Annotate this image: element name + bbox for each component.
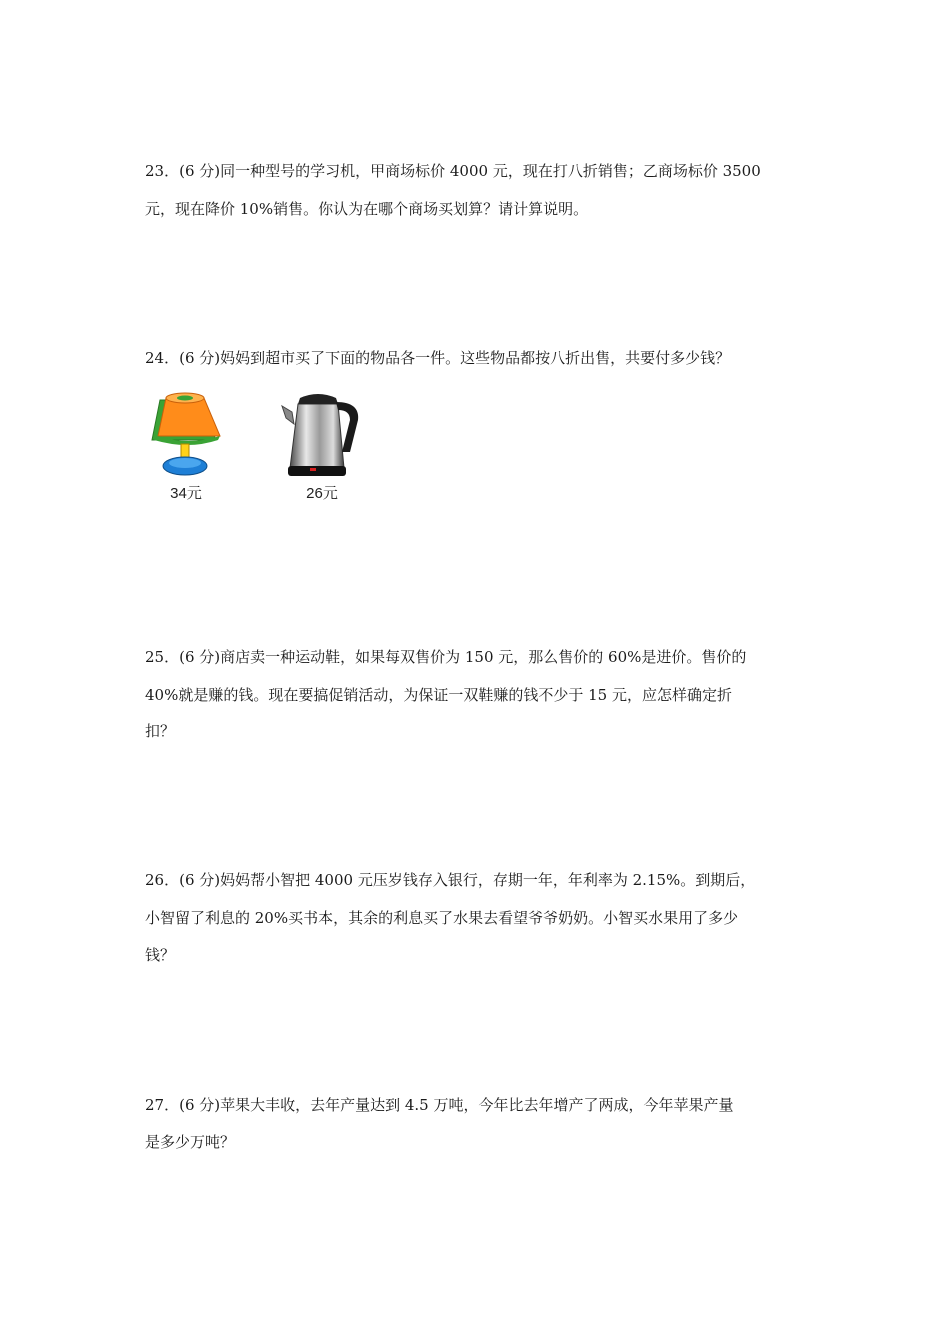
question-23-line-1: 23．(6 分)同一种型号的学习机，甲商场标价 4000 元，现在打八折销售；乙商场标价 3500 bbox=[145, 162, 761, 180]
lamp-icon bbox=[148, 388, 224, 480]
question-24-line-1: 24．(6 分)妈妈到超市买了下面的物品各一件。这些物品都按八折出售，共要付多少钱？ bbox=[145, 349, 731, 367]
question-27-line-1: 27．(6 分)苹果大丰收，去年产量达到 4.5 万吨，今年比去年增产了两成，今年苹果产量 bbox=[145, 1096, 734, 1114]
question-26-line-3: 钱？ bbox=[145, 946, 176, 964]
kettle-icon bbox=[280, 390, 364, 480]
lamp-price: 34元 bbox=[170, 485, 202, 502]
lamp-figure bbox=[148, 388, 224, 503]
question-23-line-2: 元，现在降价 10%销售。你认为在哪个商场买划算？请计算说明。 bbox=[145, 200, 589, 218]
question-27-line-2: 是多少万吨？ bbox=[145, 1133, 236, 1151]
kettle-figure bbox=[280, 390, 364, 503]
kettle-price: 26元 bbox=[306, 485, 338, 502]
question-25-line-1: 25．(6 分)商店卖一种运动鞋，如果每双售价为 150 元，那么售价的 60%是进价。售价的 bbox=[145, 648, 747, 666]
question-25-line-3: 扣？ bbox=[145, 722, 176, 740]
question-26-line-2: 小智留了利息的 20%买书本，其余的利息买了水果去看望爷爷奶奶。小智买水果用了多少 bbox=[145, 909, 739, 927]
question-26-line-1: 26．(6 分)妈妈帮小智把 4000 元压岁钱存入银行，存期一年，年利率为 2.15%。到期后， bbox=[145, 871, 756, 889]
question-25-line-2: 40%就是赚的钱。现在要搞促销活动，为保证一双鞋赚的钱不少于 15 元，应怎样确定折 bbox=[145, 686, 732, 704]
